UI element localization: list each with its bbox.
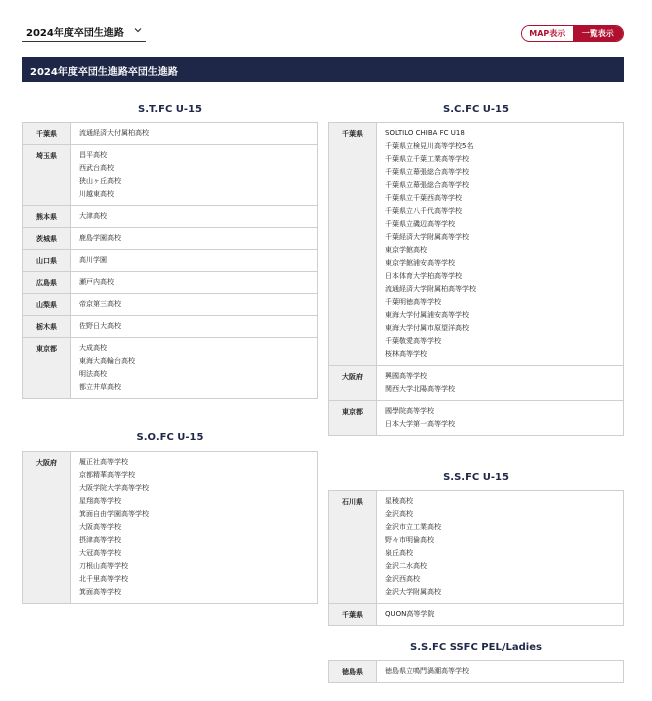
prefecture-row xyxy=(23,228,317,250)
team-table-scfc xyxy=(328,122,624,436)
school-item: 金沢二水高校 xyxy=(385,562,427,570)
prefecture-label: 山梨県 xyxy=(23,294,71,315)
school-item: 大津高校 xyxy=(79,212,107,220)
prefecture-row xyxy=(329,123,623,366)
school-item: 千葉県立八千代高等学校 xyxy=(385,207,462,215)
school-item: 東海大学付属浦安高等学校 xyxy=(385,311,469,319)
chevron-down-icon xyxy=(133,25,143,35)
team-table-ssfc-ladies xyxy=(328,660,624,683)
prefecture-label: 徳島県 xyxy=(329,661,377,682)
school-item: 北千里高等学校 xyxy=(79,575,128,583)
list-view-button[interactable]: 一覧表示 xyxy=(573,26,624,41)
school-item: 星翔高等学校 xyxy=(79,497,121,505)
school-item: 履正社高等学校 xyxy=(79,458,128,466)
school-item: 金沢大学附属高校 xyxy=(385,588,441,596)
school-item: 千葉県立千葉工業高等学校 xyxy=(385,155,469,163)
prefecture-row xyxy=(329,661,623,683)
school-item: 東京学館浦安高等学校 xyxy=(385,259,455,267)
school-list xyxy=(71,228,317,249)
school-item: 東海大学付属市原望洋高校 xyxy=(385,324,469,332)
school-item: 桜林高等学校 xyxy=(385,350,427,358)
prefecture-label: 茨城県 xyxy=(23,228,71,249)
school-item: 日本大学第一高等学校 xyxy=(385,420,455,428)
team-title-scfc: S.C.FC U-15 xyxy=(443,104,509,115)
school-item: 千葉県立磯辺高等学校 xyxy=(385,220,455,228)
school-item: 千葉県立検見川高等学校5名 xyxy=(385,142,474,150)
school-list xyxy=(377,491,623,603)
school-item: 流通経済大学附属柏高等学校 xyxy=(385,285,476,293)
school-item: 千葉明徳高等学校 xyxy=(385,298,441,306)
prefecture-label: 熊本県 xyxy=(23,206,71,227)
school-item: 箕面自由学園高等学校 xyxy=(79,510,149,518)
prefecture-row xyxy=(23,316,317,338)
school-list xyxy=(71,123,317,144)
prefecture-row xyxy=(23,123,317,145)
prefecture-row xyxy=(329,604,623,626)
prefecture-label: 山口県 xyxy=(23,250,71,271)
school-item: 泉丘高校 xyxy=(385,549,413,557)
prefecture-label: 大阪府 xyxy=(23,452,71,603)
school-list xyxy=(71,316,317,337)
school-item: 野々市明倫高校 xyxy=(385,536,434,544)
prefecture-row xyxy=(329,401,623,436)
school-list xyxy=(71,272,317,293)
school-item: 佐野日大高校 xyxy=(79,322,121,330)
school-item: 千葉経済大学附属高等学校 xyxy=(385,233,469,241)
prefecture-label: 東京都 xyxy=(23,338,71,398)
school-item: 金沢高校 xyxy=(385,510,413,518)
school-item: 都立井草高校 xyxy=(79,383,121,391)
school-item: 千葉県立幕張総合高等学校 xyxy=(385,168,469,176)
prefecture-row xyxy=(329,366,623,401)
school-item: 日本体育大学柏高等学校 xyxy=(385,272,462,280)
school-item: 高川学園 xyxy=(79,256,107,264)
prefecture-label: 埼玉県 xyxy=(23,145,71,205)
school-list xyxy=(71,338,317,398)
prefecture-row xyxy=(23,272,317,294)
team-title-stfc: S.T.FC U-15 xyxy=(138,104,202,115)
prefecture-label: 千葉県 xyxy=(329,604,377,625)
prefecture-label: 大阪府 xyxy=(329,366,377,400)
prefecture-row xyxy=(329,491,623,604)
school-list xyxy=(71,452,317,603)
school-item: 昌平高校 xyxy=(79,151,107,159)
school-item: QUON高等学院 xyxy=(385,610,435,618)
prefecture-label: 千葉県 xyxy=(329,123,377,365)
school-item: 千葉敬愛高等学校 xyxy=(385,337,441,345)
school-item: SOLTILO CHIBA FC U18 xyxy=(385,129,465,137)
school-item: 箕面高等学校 xyxy=(79,588,121,596)
school-item: 狭山ヶ丘高校 xyxy=(79,177,121,185)
team-table-ssfc xyxy=(328,490,624,626)
school-item: 大成高校 xyxy=(79,344,107,352)
map-view-button[interactable]: MAP表示 xyxy=(522,26,573,41)
team-title-sofc: S.O.FC U-15 xyxy=(136,432,204,443)
prefecture-label: 栃木県 xyxy=(23,316,71,337)
school-list xyxy=(71,206,317,227)
school-list xyxy=(377,366,623,400)
school-item: 大阪高等学校 xyxy=(79,523,121,531)
school-item: 西武台高校 xyxy=(79,164,114,172)
school-item: 京都精華高等学校 xyxy=(79,471,135,479)
school-item: 東海大高輪台高校 xyxy=(79,357,135,365)
prefecture-label: 広島県 xyxy=(23,272,71,293)
school-list xyxy=(71,294,317,315)
team-title-ssfc-ladies: S.S.FC SSFC PEL/Ladies xyxy=(410,642,542,653)
team-title-ssfc: S.S.FC U-15 xyxy=(443,472,509,483)
year-select[interactable] xyxy=(22,22,146,42)
school-item: 摂津高等学校 xyxy=(79,536,121,544)
prefecture-row xyxy=(23,145,317,206)
team-table-stfc xyxy=(22,122,318,399)
section-heading-text: 2024年度卒団生進路卒団生進路 xyxy=(30,67,178,78)
prefecture-row xyxy=(23,294,317,316)
school-item: 帝京第三高校 xyxy=(79,300,121,308)
prefecture-row xyxy=(23,338,317,399)
team-table-sofc xyxy=(22,451,318,604)
school-item: 瀬戸内高校 xyxy=(79,278,114,286)
school-list xyxy=(377,401,623,435)
school-item: 川越東高校 xyxy=(79,190,114,198)
prefecture-label: 千葉県 xyxy=(23,123,71,144)
school-list xyxy=(71,250,317,271)
school-item: 鹿島学園高校 xyxy=(79,234,121,242)
school-item: 明法高校 xyxy=(79,370,107,378)
school-item: 千葉県立幕張総合高等学校 xyxy=(385,181,469,189)
prefecture-row xyxy=(23,250,317,272)
school-list xyxy=(377,604,623,625)
school-item: 徳島県立鳴門渦潮高等学校 xyxy=(385,667,469,675)
school-list xyxy=(377,661,623,682)
prefecture-row xyxy=(23,206,317,228)
view-toggle xyxy=(521,25,624,42)
school-list xyxy=(377,123,623,365)
school-item: 興國高等学校 xyxy=(385,372,427,380)
top-controls xyxy=(22,22,624,42)
year-select-label: 2024年度卒団生進路 xyxy=(26,28,124,39)
school-item: 関西大学北陽高等学校 xyxy=(385,385,455,393)
school-item: 流通経済大付属柏高校 xyxy=(79,129,149,137)
school-item: 千葉県立千葉西高等学校 xyxy=(385,194,462,202)
school-item: 金沢西高校 xyxy=(385,575,420,583)
prefecture-label: 石川県 xyxy=(329,491,377,603)
prefecture-row xyxy=(23,452,317,604)
school-item: 國學院高等学校 xyxy=(385,407,434,415)
prefecture-label: 東京都 xyxy=(329,401,377,435)
section-heading xyxy=(22,57,624,82)
school-item: 東京学館高校 xyxy=(385,246,427,254)
school-item: 星稜高校 xyxy=(385,497,413,505)
school-list xyxy=(71,145,317,205)
school-item: 大冠高等学校 xyxy=(79,549,121,557)
school-item: 大阪学院大学高等学校 xyxy=(79,484,149,492)
school-item: 刀根山高等学校 xyxy=(79,562,128,570)
school-item: 金沢市立工業高校 xyxy=(385,523,441,531)
